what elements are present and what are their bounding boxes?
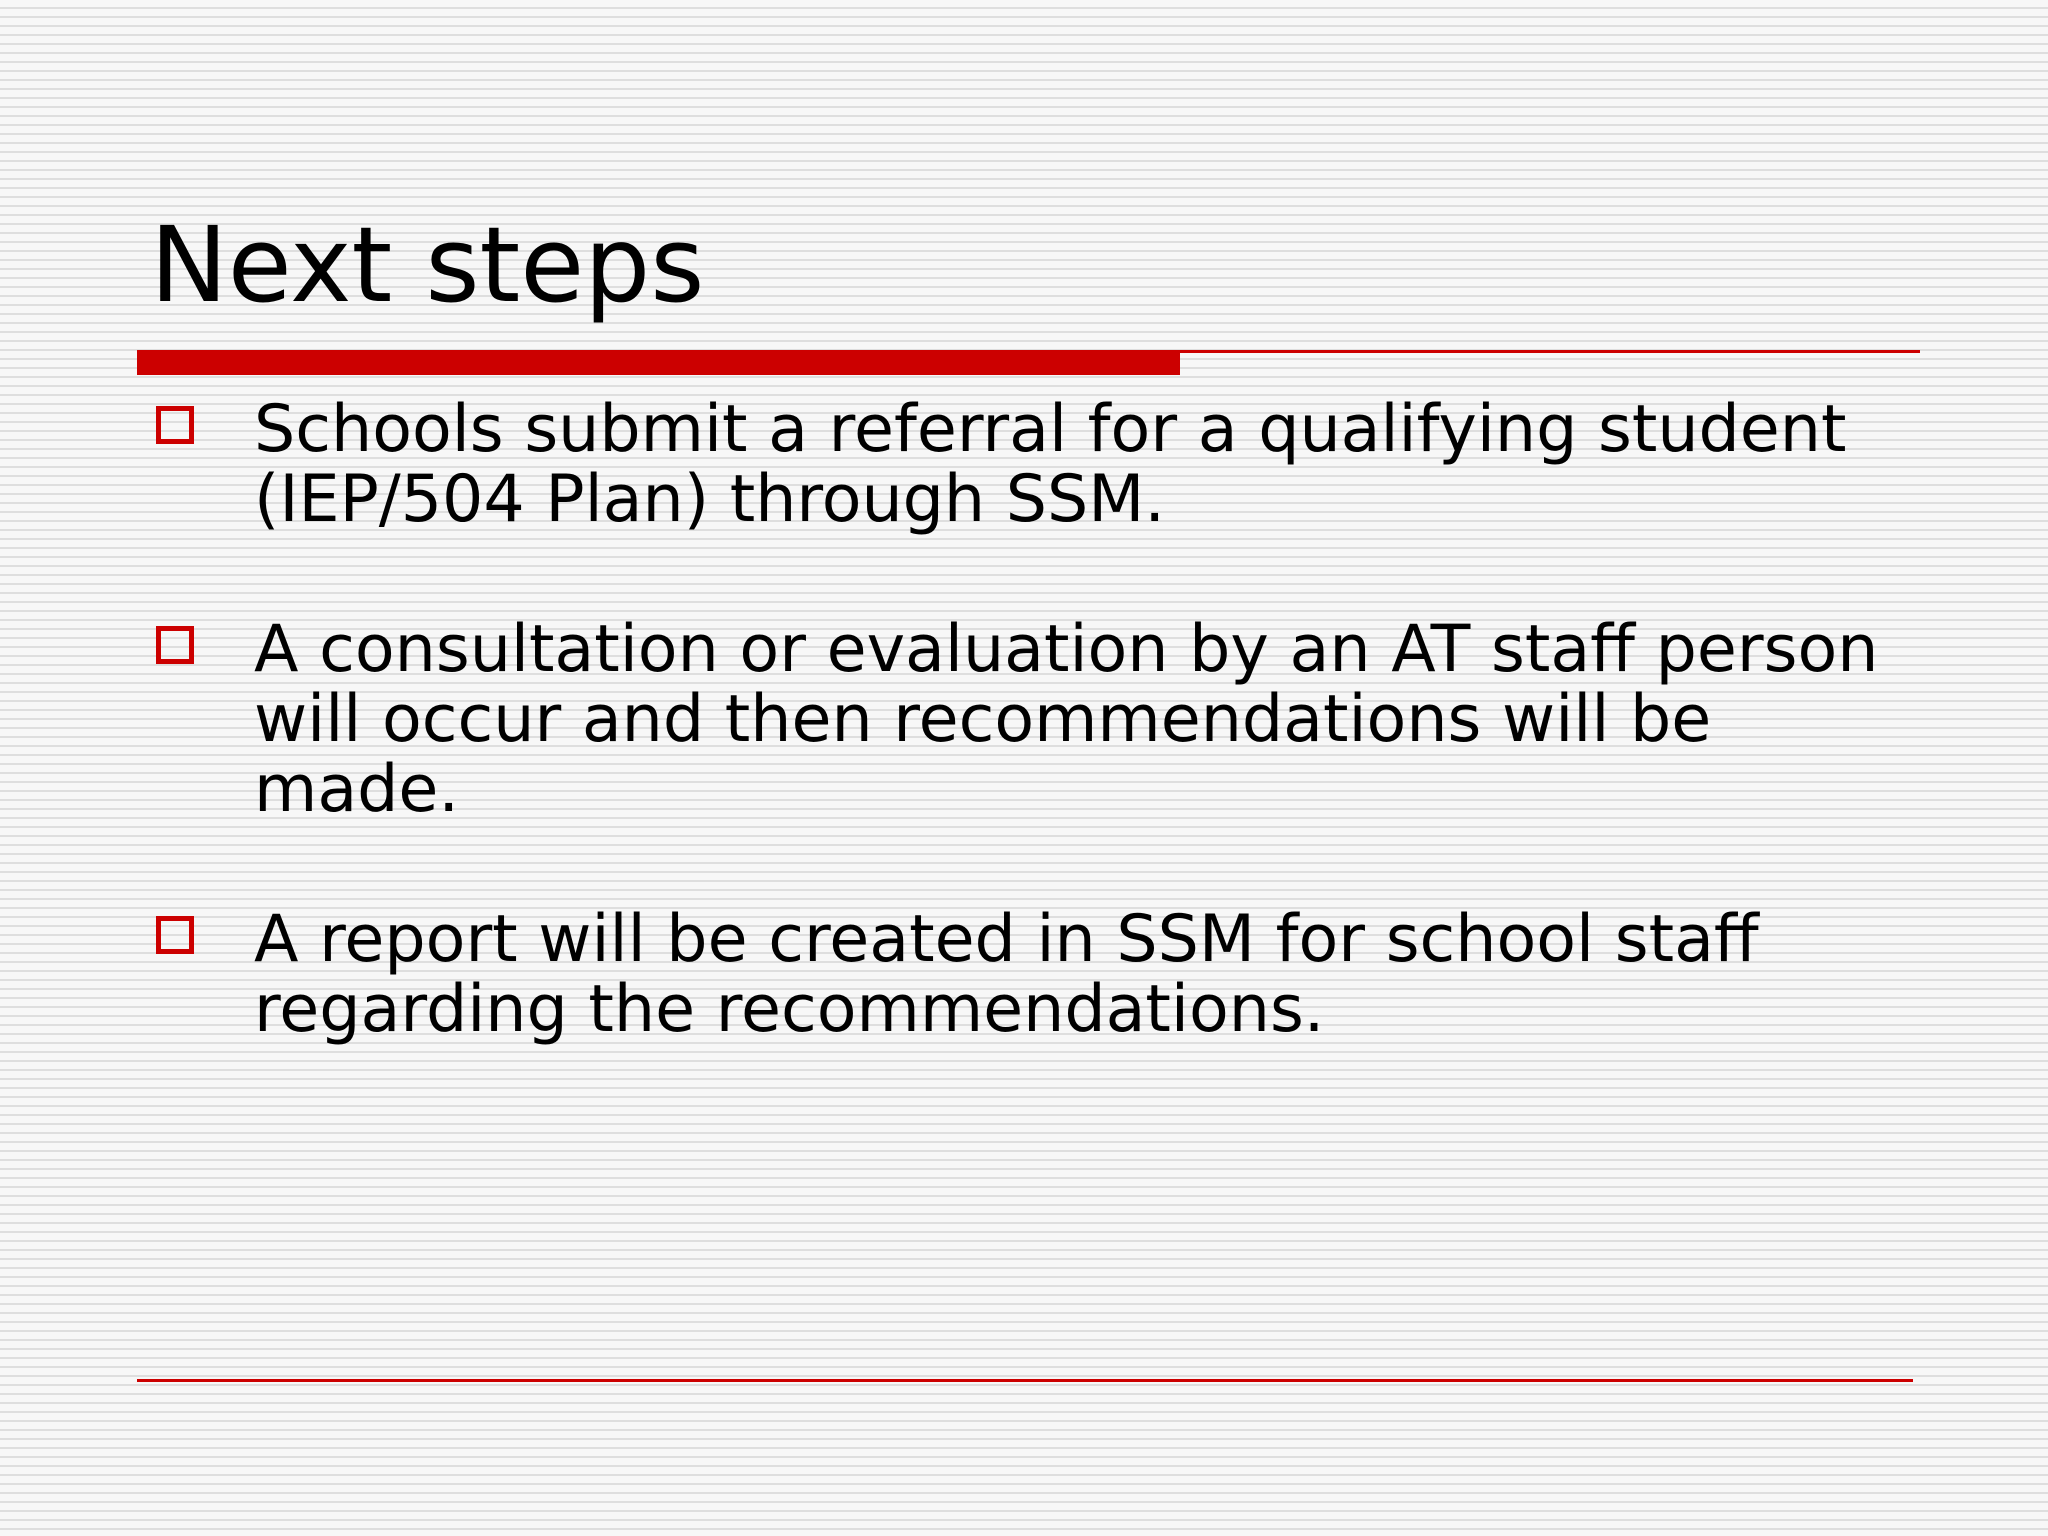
slide-title: Next steps	[150, 204, 705, 326]
bullet-text: A report will be created in SSM for school staff regarding the recommendations.	[254, 902, 1759, 1047]
title-underline-thin	[1180, 350, 1920, 353]
bullet-text: Schools submit a referral for a qualifying student (IEP/504 Plan) through SSM.	[254, 392, 1847, 537]
bullet-item	[154, 612, 1934, 827]
bullet-list	[154, 392, 1934, 1125]
bullet-item	[154, 392, 1934, 537]
title-underline-thick	[137, 350, 1180, 375]
hollow-square-icon	[156, 406, 194, 444]
hollow-square-icon	[156, 626, 194, 664]
bullet-item	[154, 902, 1934, 1047]
hollow-square-icon	[156, 916, 194, 954]
bullet-text: A consultation or evaluation by an AT staff person will occur and then recommendations will be made.	[254, 612, 1879, 827]
footer-rule	[137, 1379, 1913, 1382]
